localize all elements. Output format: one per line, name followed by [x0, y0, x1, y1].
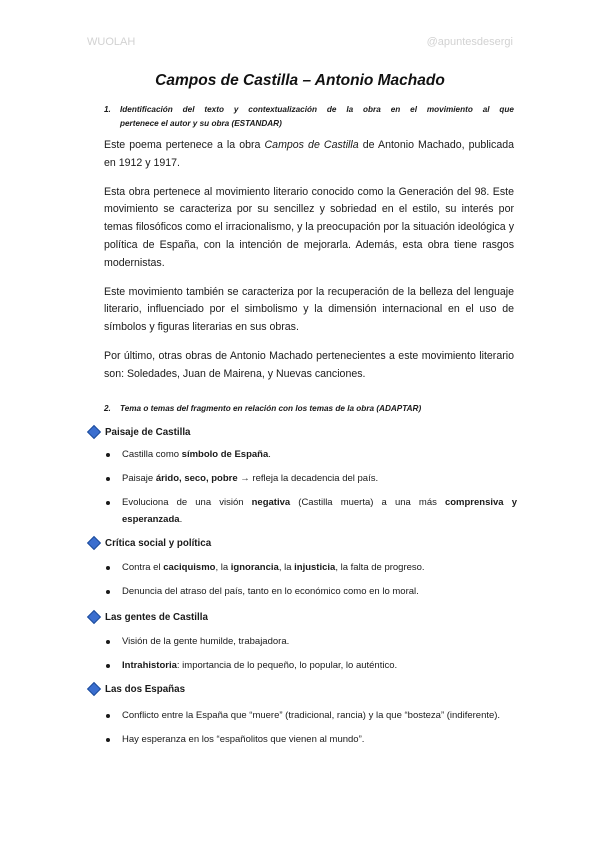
- bullet-dot-icon: [106, 566, 110, 570]
- bullet-dot-icon: [106, 664, 110, 668]
- bullet-list: [87, 560, 517, 600]
- question-1-line2: pertenece el autor y su obra (ESTANDAR): [120, 118, 282, 128]
- section-heading-text: Las gentes de Castilla: [105, 612, 208, 623]
- bullet-dot-icon: [106, 477, 110, 481]
- watermark-right: @apuntesdesergi: [426, 36, 513, 48]
- question-1-line1: [104, 103, 514, 117]
- bullet-dot-icon: [106, 714, 110, 718]
- list-item: Contra el caciquismo, la ignorancia, la injusticia, la falta de progreso.: [87, 560, 517, 576]
- section-heading-text: Paisaje de Castilla: [105, 427, 191, 438]
- diamond-bullet-icon: [87, 536, 101, 550]
- paragraph-4: Por último, otras obras de Antonio Machado pertenecientes a este movimiento literario son: Soledades, Juan de Mairena, y Nuevas canciones.: [104, 349, 514, 380]
- question-2: [104, 402, 514, 416]
- work-title-italic: Campos de Castilla: [264, 139, 359, 151]
- paragraph-1-pre: Este poema pertenece a la obra: [104, 139, 265, 151]
- list-item: Denuncia del atraso del país, tanto en lo económico como en lo moral.: [87, 584, 517, 600]
- list-item: Paisaje árido, seco, pobre → refleja la decadencia del país.: [87, 471, 517, 487]
- section-paisaje: [87, 425, 517, 528]
- bullet-dot-icon: [106, 590, 110, 594]
- bullet-list: [87, 708, 517, 748]
- section-dos-espanas: [87, 682, 517, 748]
- bullet-list: [87, 634, 517, 674]
- diamond-bullet-icon: [87, 425, 101, 439]
- section-heading: [87, 610, 517, 626]
- paragraph-1-post: de Antonio Machado, publicada en 1912 y 1917.: [104, 139, 514, 169]
- section-heading: [87, 536, 517, 552]
- paragraph-1: [104, 137, 514, 173]
- section-heading: [87, 425, 517, 441]
- answer-1-body: [104, 137, 514, 384]
- watermark-left: WUOLAH: [87, 36, 136, 48]
- list-item: Hay esperanza en los “españolitos que vienen al mundo”.: [87, 732, 517, 748]
- question-1: [104, 103, 514, 130]
- bullet-list: [87, 447, 517, 528]
- section-critica: [87, 536, 517, 600]
- paragraph-3: Este movimiento también se caracteriza por la recuperación de la belleza del lenguaje literario, influenciado por el simbolismo y la dimensión internacional en el uso de símbolos y figuras literarias en sus obras.: [104, 285, 514, 334]
- list-item: Castilla como símbolo de España.: [87, 447, 517, 463]
- question-2-number: 2.: [104, 404, 111, 413]
- diamond-bullet-icon: [87, 610, 101, 624]
- question-1-text: Identificación del texto y contextualización de la obra en el movimiento al que: [120, 105, 514, 114]
- list-item: Intrahistoria: importancia de lo pequeño, lo popular, lo auténtico.: [87, 658, 517, 674]
- list-item: Conflicto entre la España que “muere” (tradicional, rancia) y la que “bosteza” (indiferente).: [87, 708, 517, 724]
- section-heading: [87, 682, 517, 698]
- bullet-dot-icon: [106, 738, 110, 742]
- bullet-dot-icon: [106, 501, 110, 505]
- list-item: Visión de la gente humilde, trabajadora.: [87, 634, 517, 650]
- section-gentes: [87, 610, 517, 674]
- page-title: Campos de Castilla – Antonio Machado: [155, 72, 445, 89]
- bullet-dot-icon: [106, 640, 110, 644]
- section-heading-text: Las dos Españas: [105, 684, 186, 695]
- diamond-bullet-icon: [87, 682, 101, 696]
- section-heading-text: Crítica social y política: [105, 538, 212, 549]
- bullet-dot-icon: [106, 453, 110, 457]
- question-2-text: Tema o temas del fragmento en relación con los temas de la obra (ADAPTAR): [120, 404, 422, 413]
- list-item: Evoluciona de una visión negativa (Castilla muerta) a una más comprensiva y esperanzada.: [87, 495, 517, 527]
- question-1-number: 1.: [104, 105, 111, 114]
- paragraph-2: Esta obra pertenece al movimiento literario conocido como la Generación del 98. Este movimiento se caracteriza por su sencillez y sobriedad en el estilo, su interés por temas filosóficos como el irracionalismo, y la preocupación por la situación ideológica y política de España, con la intención de mejorarla. Además, esta obra tiene rasgos modernistas.: [104, 185, 514, 269]
